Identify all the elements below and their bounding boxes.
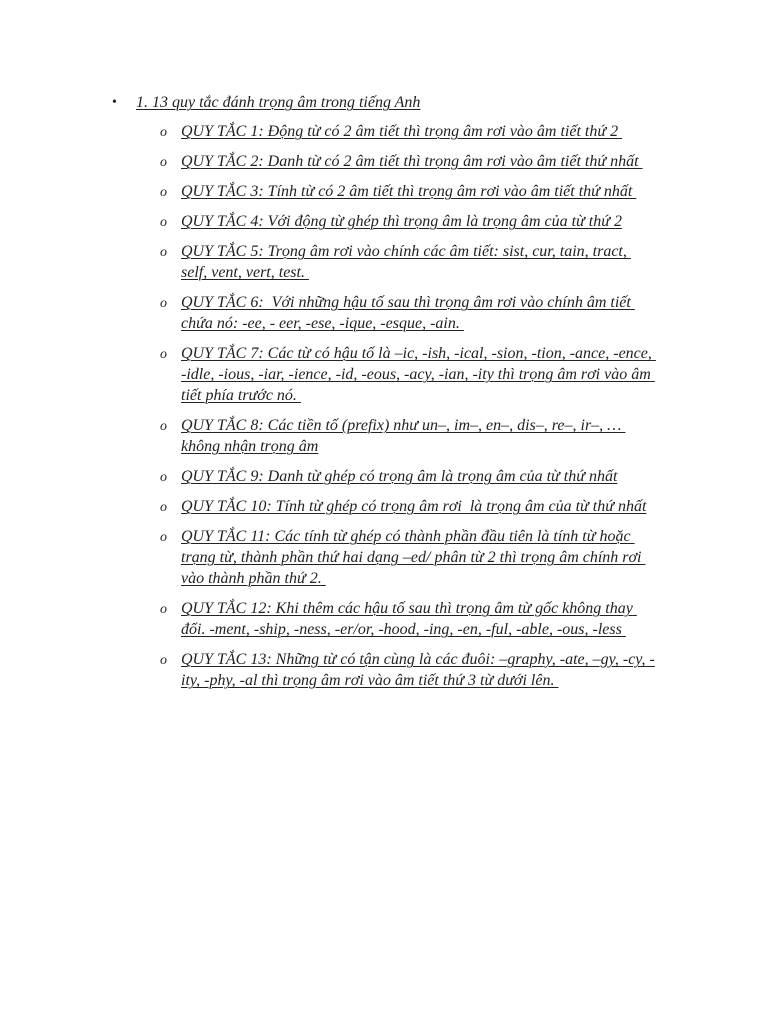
rule-item-4 (160, 211, 657, 232)
rule-link-8[interactable]: QUY TẮC 8: Các tiền tố (prefix) như un–, im–, en–, dis–, re–, ir–, … không nhận trọng âm (181, 417, 626, 455)
rule-link-3[interactable]: QUY TẮC 3: Tính từ có 2 âm tiết thì trọng âm rơi vào âm tiết thứ nhất (181, 183, 637, 200)
circle-bullet-icon: o (160, 530, 167, 545)
rule-item-7 (160, 343, 657, 406)
circle-bullet-icon: o (160, 470, 167, 485)
rule-link-1[interactable]: QUY TẮC 1: Động từ có 2 âm tiết thì trọng âm rơi vào âm tiết thứ 2 (181, 123, 623, 140)
bullet-dot-icon: • (112, 95, 117, 110)
circle-bullet-icon: o (160, 419, 167, 434)
rule-link-10[interactable]: QUY TẮC 10: Tính từ ghép có trọng âm rơi là trọng âm của từ thứ nhất (181, 498, 647, 515)
rule-link-11[interactable]: QUY TẮC 11: Các tính từ ghép có thành phần đầu tiên là tính từ hoặc trạng từ, thành phần thứ hai dạng –ed/ phân từ 2 thì trọng âm chính rơi vào thành phần thứ 2. (181, 528, 646, 587)
circle-bullet-icon: o (160, 347, 167, 362)
circle-bullet-icon: o (160, 245, 167, 260)
circle-bullet-icon: o (160, 653, 167, 668)
rule-item-8 (160, 415, 657, 457)
outline-item-main (112, 92, 692, 691)
rule-link-13[interactable]: QUY TẮC 13: Những từ có tận cùng là các đuôi: –graphy, -ate, –gy, -cy, -ity, -phy, -al thì trọng âm rơi vào âm tiết thứ 3 từ dưới lên. (181, 651, 655, 689)
rule-item-2 (160, 151, 657, 172)
rule-link-2[interactable]: QUY TẮC 2: Danh từ có 2 âm tiết thì trọng âm rơi vào âm tiết thứ nhất (181, 153, 643, 170)
rule-item-11 (160, 526, 657, 589)
rule-item-13 (160, 649, 657, 691)
rule-link-12[interactable]: QUY TẮC 12: Khi thêm các hậu tố sau thì trọng âm từ gốc không thay đổi. -ment, -ship, -ness, -er/or, -hood, -ing, -en, -ful, -able, -ous, -less (181, 600, 637, 638)
rule-link-4[interactable]: QUY TẮC 4: Với động từ ghép thì trọng âm là trọng âm của từ thứ 2 (181, 213, 622, 230)
rules-list (136, 121, 692, 691)
circle-bullet-icon: o (160, 125, 167, 140)
outline-list (112, 92, 692, 700)
rule-link-5[interactable]: QUY TẮC 5: Trọng âm rơi vào chính các âm tiết: sist, cur, tain, tract, self, vent, vert, test. (181, 243, 631, 281)
circle-bullet-icon: o (160, 602, 167, 617)
rule-item-5 (160, 241, 657, 283)
circle-bullet-icon: o (160, 155, 167, 170)
section-heading-link[interactable]: 1. 13 quy tắc đánh trọng âm trong tiếng Anh (136, 94, 421, 111)
rule-link-6[interactable]: QUY TẮC 6: Với những hậu tố sau thì trọng âm rơi vào chính âm tiết chứa nó: -ee, - eer, -ese, -ique, -esque, -ain. (181, 294, 635, 332)
rule-link-9[interactable]: QUY TẮC 9: Danh từ ghép có trọng âm là trọng âm của từ thứ nhất (181, 468, 618, 485)
rule-item-10 (160, 496, 657, 517)
rule-item-9 (160, 466, 657, 487)
rule-item-6 (160, 292, 657, 334)
rule-link-7[interactable]: QUY TẮC 7: Các từ có hậu tố là –ic, -ish, -ical, -sion, -tion, -ance, -ence, -idle, -ious, -iar, -ience, -id, -eous, -acy, -ian, -ity thì trọng âm rơi vào âm tiết phía trước nó. (181, 345, 656, 404)
rule-item-3 (160, 181, 657, 202)
circle-bullet-icon: o (160, 296, 167, 311)
circle-bullet-icon: o (160, 215, 167, 230)
circle-bullet-icon: o (160, 185, 167, 200)
rule-item-1 (160, 121, 657, 142)
rule-item-12 (160, 598, 657, 640)
circle-bullet-icon: o (160, 500, 167, 515)
